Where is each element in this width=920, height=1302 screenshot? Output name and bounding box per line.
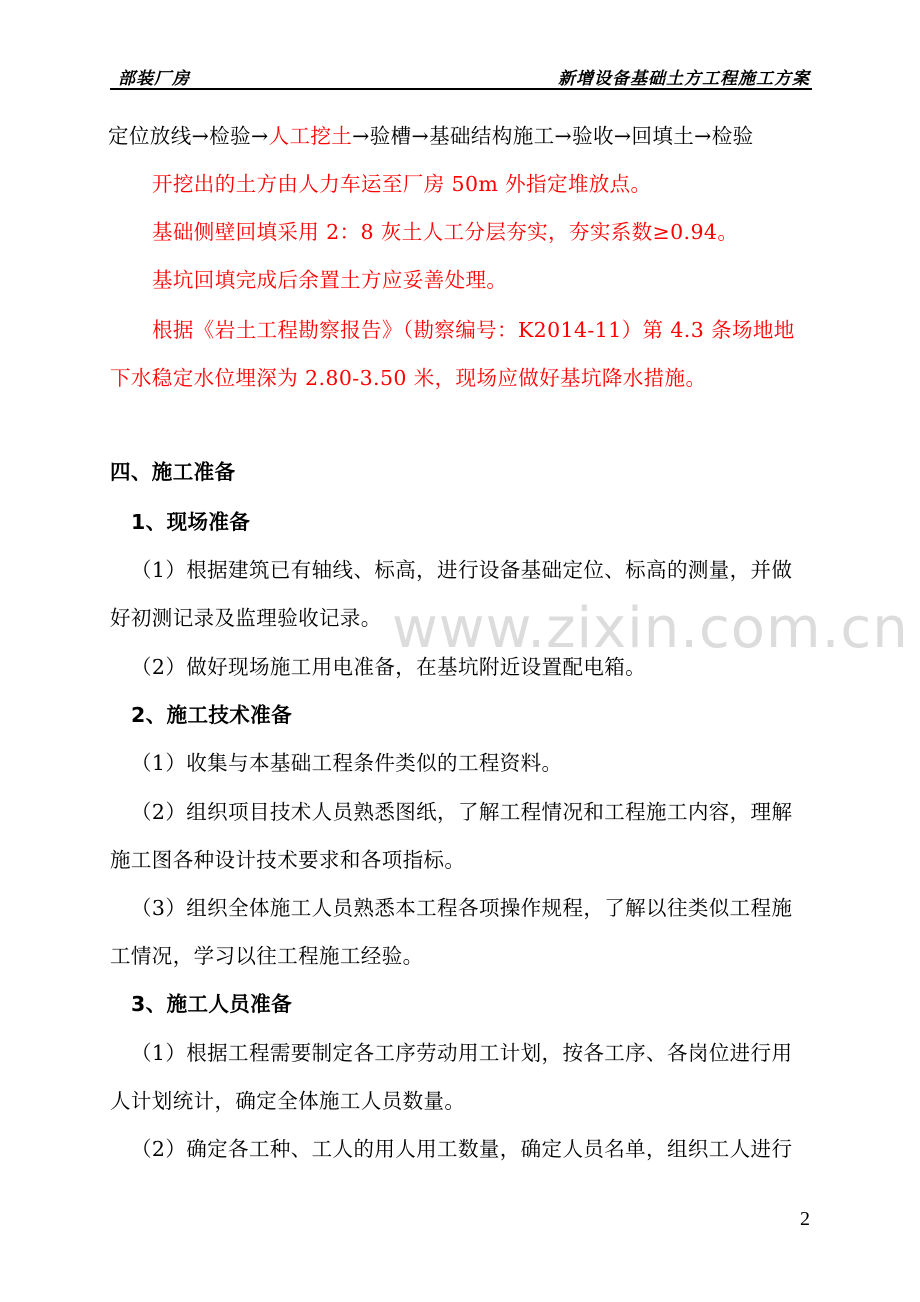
sub1-item1-line1: （1）根据建筑已有轴线、标高，进行设备基础定位、标高的测量，并做 bbox=[131, 558, 793, 582]
subsection-heading-3: 3、施工人员准备 bbox=[131, 992, 292, 1016]
process-flow-line bbox=[108, 124, 754, 148]
red-paragraph-1: 开挖出的土方由人力车运至厂房 50m 外指定堆放点。 bbox=[152, 172, 652, 196]
flow-part-3: →验槽→基础结构施工→验收→回填土→检验 bbox=[352, 124, 754, 148]
sub3-item1-line2: 人计划统计，确定全体施工人员数量。 bbox=[110, 1089, 466, 1113]
red-paragraph-4-line-2: 下水稳定水位埋深为 2.80-3.50 米，现场应做好基坑降水措施。 bbox=[110, 366, 707, 390]
subsection-heading-1: 1、现场准备 bbox=[131, 510, 251, 534]
sub3-item1-line1: （1）根据工程需要制定各工序劳动用工计划，按各工序、各岗位进行用 bbox=[131, 1041, 793, 1065]
sub2-item1: （1）收集与本基础工程条件类似的工程资料。 bbox=[131, 751, 563, 775]
page-number: 2 bbox=[800, 1208, 810, 1230]
subsection-heading-2: 2、施工技术准备 bbox=[131, 703, 292, 727]
sub1-item1-line2: 好初测记录及监理验收记录。 bbox=[110, 606, 382, 630]
header-left-text: 部装厂房 bbox=[118, 69, 190, 89]
sub2-item3-line2: 工情况，学习以往工程施工经验。 bbox=[110, 944, 424, 968]
flow-part-1: 定位放线→检验→ bbox=[108, 124, 269, 148]
sub2-item3-line1: （3）组织全体施工人员熟悉本工程各项操作规程，了解以往类似工程施 bbox=[131, 896, 793, 920]
flow-part-2: 人工挖土 bbox=[268, 124, 353, 148]
red-paragraph-2: 基础侧壁回填采用 2：8 灰土人工分层夯实，夯实系数≥0.94。 bbox=[152, 220, 739, 244]
sub2-item2-line2: 施工图各种设计技术要求和各项指标。 bbox=[110, 848, 466, 872]
sub3-item2-line1: （2）确定各工种、工人的用人用工数量，确定人员名单，组织工人进行 bbox=[131, 1137, 793, 1161]
header-right-text: 新增设备基础土方工程施工方案 bbox=[558, 69, 810, 89]
page-header bbox=[110, 64, 812, 90]
sub1-item2: （2）做好现场施工用电准备，在基坑附近设置配电箱。 bbox=[131, 655, 647, 679]
watermark-text: www.zixin.com.cn bbox=[392, 596, 909, 661]
red-paragraph-4-line-1: 根据《岩土工程勘察报告》（勘察编号：K2014-11）第 4.3 条场地地 bbox=[152, 318, 795, 342]
red-paragraph-3: 基坑回填完成后余置土方应妥善处理。 bbox=[152, 268, 508, 292]
sub2-item2-line1: （2）组织项目技术人员熟悉图纸，了解工程情况和工程施工内容，理解 bbox=[131, 800, 793, 824]
section-heading: 四、施工准备 bbox=[110, 460, 236, 484]
